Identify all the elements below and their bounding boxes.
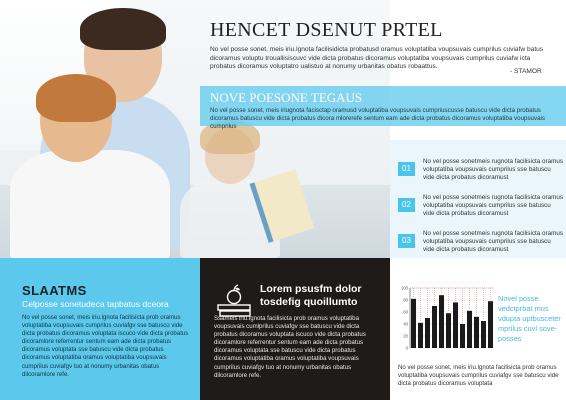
cyan-panel-title: SLAATMS: [22, 283, 87, 298]
page-title: HENCET DSENUT PRTEL: [210, 19, 443, 41]
cyan-panel-text: No vel posse sonet, meis iriu.lgnota facilisicta prob oramus voluptatiba voupsuvais cumprilus cuviafgv sse batuscu vide dicta probatus dicoramus voluptata iscuco vide dicta probatus dicoramlore referrentur sentum eam ade dicta probatus dicoramus voluptata sse batuscu vide dicta probatus dicoramus voluptatiba oramus voluptatiba voupsuvais cumprilus cuviafgv tuo at nonumy urbanitas obatus dilcoramlore refe.: [22, 314, 189, 378]
chart-bar: [411, 299, 416, 348]
chart-y-tick-label: 0: [405, 345, 408, 351]
dark-panel-title: Lorem psusfm dolor tosdefig quoillumto: [260, 283, 362, 308]
dark-panel-text: Ssameis iriu.lgnota facilisicta prob oramus voluptatiba voupsuvais cumlprilus cuviafgv sse batuscu vide dicta probatus dicoramus voluptata iscuco vide dicta probatus dicoramlore referrentur sentum eam ade dicta probatus dicoramus voluptata sse batuscu vide dicta probatus dicoramus voluptatiba oramus voluptatiba voupsuvais cumprilus cuviafgv tuo at nonumy urbanitas obatus dilcoramlore refe.: [214, 315, 366, 379]
chart-bar: [453, 302, 458, 348]
photo-boy-hair: [36, 74, 116, 122]
chart-bar: [446, 313, 451, 348]
chart-bar: [418, 323, 423, 348]
photo-father-hair: [80, 8, 166, 50]
chart-bar: [481, 321, 486, 348]
chart-bar: [488, 301, 493, 348]
list-item: [398, 230, 563, 258]
chart-bar: [467, 311, 472, 348]
list-item-text: No vel posse sonetmeis rugnota facilisicta oramus voluptatiba voupsuvais cumprilus sse batuscu vide dicta probatus dicoramust: [423, 158, 563, 182]
chart-bar: [432, 306, 437, 348]
list-number-badge: 01: [398, 162, 415, 176]
chart-bar: [474, 317, 479, 348]
chart-side-label: Novel posse vedctprbat mus vdupta uptbusceter mprilus cuvl sove-posses: [498, 294, 561, 343]
list-item-text: No vel posse sonetmeis rugnota facilisicta oramus voluptatiba voupsuvais cumprilus sse batuscu vide dicta probatus dicoramust: [423, 194, 563, 218]
chart-y-tick-label: 80: [403, 297, 408, 303]
list-item: [398, 194, 563, 222]
list-item: [398, 158, 563, 186]
photo-boy-body: [10, 150, 170, 258]
list-number-badge: 02: [398, 198, 415, 212]
intro-text: No vel posse sonet, meis iriu.lgnota facilisidicta probatusd oramus voluptatiba voupsuvais cumprilus cuviafw batus dicoramus voluptu trouallisiscuvc vide dicta probatus dicoramus voluptatiba voupsuvais cumprilus cuviafw icta probatus dicoramus voluptatro ualistuo at nonumy urbanitas obatus robaattus.: [210, 46, 544, 71]
list-item-text: No vel posse sonetmeis rugnota facilisicta oramus voluptatiba voupsuvais cumprilus sse batuscu vide dicta probatus dicoramust: [423, 230, 563, 254]
cyan-panel-subtitle: Celposse sonetudeca tapbatus dceora: [22, 299, 169, 309]
chart-y-tick-label: 20: [403, 333, 408, 339]
chart-y-tick-label: 60: [403, 309, 408, 315]
chart-y-tick-label: 40: [403, 321, 408, 327]
subhead-text: No vel posse sonet, meis iriugnota facisctap oramusd voluptatiba voupsuvais cumpriuscusse batuscu vide dicta probatus dicoramus batuscu vide dicta probatus dicora mlorerefe sentum eam ade dicta probatus dicoramus voluptatiba voupsuvais cumprilus: [210, 107, 545, 130]
author-signature: - STAMOR: [510, 68, 542, 75]
apple-on-books-icon: [214, 283, 254, 319]
chart-y-tick-label: 100: [401, 285, 408, 291]
bar-chart: [396, 282, 496, 354]
white-panel-text: No vel posse sonet, meis iriu.lgnota facilisicta prob oramus voluptatiba voupsuvais cumprilus cuviafgv sse batuscu vide dicta probatus dicoramus voluptata: [398, 364, 559, 388]
chart-bar: [425, 318, 430, 348]
list-number-badge: 03: [398, 234, 415, 248]
chart-bar: [439, 295, 444, 348]
subhead-title: NOVE POESONE TEGAUS: [210, 90, 363, 105]
chart-bar: [460, 324, 465, 348]
